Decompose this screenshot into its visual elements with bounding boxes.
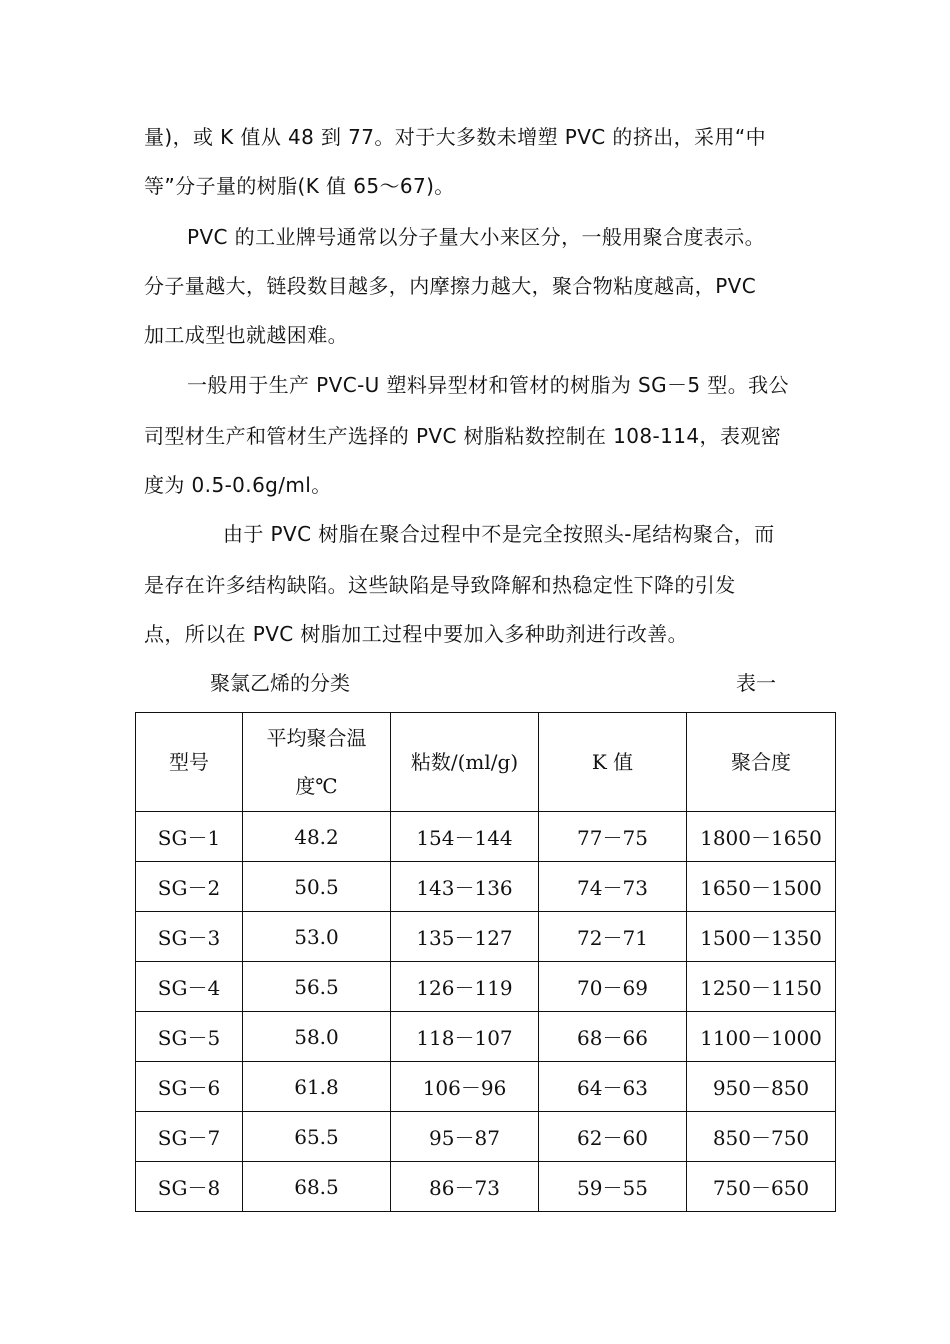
table-row (136, 1162, 836, 1212)
cell-model: SG－1 (136, 812, 243, 862)
cell-temperature: 53.0 (243, 912, 391, 962)
paragraph-line: 量)，或 K 值从 48 到 77。对于大多数未增塑 PVC 的挤出，采用“中 (144, 125, 766, 149)
table-row (136, 1062, 836, 1112)
cell-viscosity-number: 118－107 (391, 1012, 539, 1062)
header-k-value: K 值 (539, 713, 687, 812)
paragraph-line: 司型材生产和管材生产选择的 PVC 树脂粘数控制在 108-114，表观密 (144, 424, 782, 448)
cell-polymerization-degree: 1800－1650 (687, 812, 836, 862)
cell-viscosity-number: 86－73 (391, 1162, 539, 1212)
paragraph-line: 一般用于生产 PVC-U 塑料异型材和管材的树脂为 SG－5 型。我公 (187, 373, 789, 397)
table-row (136, 862, 836, 912)
paragraph-line: 是存在许多结构缺陷。这些缺陷是导致降解和热稳定性下降的引发 (144, 573, 736, 597)
cell-k-value: 72－71 (539, 912, 687, 962)
cell-model: SG－3 (136, 912, 243, 962)
cell-polymerization-degree: 1650－1500 (687, 862, 836, 912)
cell-temperature: 68.5 (243, 1162, 391, 1212)
table-row (136, 1112, 836, 1162)
cell-model: SG－2 (136, 862, 243, 912)
cell-viscosity-number: 106－96 (391, 1062, 539, 1112)
cell-polymerization-degree: 1500－1350 (687, 912, 836, 962)
table-header-row (136, 713, 836, 812)
header-viscosity-number: 粘数/(ml/g) (391, 713, 539, 812)
table-row (136, 812, 836, 862)
header-polymerization-degree: 聚合度 (687, 713, 836, 812)
cell-temperature: 50.5 (243, 862, 391, 912)
cell-viscosity-number: 154－144 (391, 812, 539, 862)
cell-k-value: 74－73 (539, 862, 687, 912)
paragraph-line: 由于 PVC 树脂在聚合过程中不是完全按照头-尾结构聚合，而 (223, 522, 775, 546)
cell-temperature: 48.2 (243, 812, 391, 862)
cell-temperature: 56.5 (243, 962, 391, 1012)
cell-model: SG－8 (136, 1162, 243, 1212)
table-caption: 聚氯乙烯的分类 (210, 671, 350, 695)
cell-polymerization-degree: 1250－1150 (687, 962, 836, 1012)
cell-model: SG－4 (136, 962, 243, 1012)
table-label: 表一 (736, 671, 776, 695)
cell-viscosity-number: 126－119 (391, 962, 539, 1012)
cell-model: SG－7 (136, 1112, 243, 1162)
cell-temperature: 58.0 (243, 1012, 391, 1062)
paragraph-line: 加工成型也就越困难。 (144, 323, 348, 347)
paragraph-line: 等”分子量的树脂(K 值 65～67)。 (144, 174, 455, 198)
cell-viscosity-number: 135－127 (391, 912, 539, 962)
table-row (136, 1012, 836, 1062)
cell-polymerization-degree: 1100－1000 (687, 1012, 836, 1062)
cell-k-value: 77－75 (539, 812, 687, 862)
cell-viscosity-number: 143－136 (391, 862, 539, 912)
cell-polymerization-degree: 750－650 (687, 1162, 836, 1212)
header-model: 型号 (136, 713, 243, 812)
table-row (136, 962, 836, 1012)
cell-k-value: 64－63 (539, 1062, 687, 1112)
cell-k-value: 59－55 (539, 1162, 687, 1212)
cell-temperature: 61.8 (243, 1062, 391, 1112)
cell-k-value: 68－66 (539, 1012, 687, 1062)
cell-polymerization-degree: 850－750 (687, 1112, 836, 1162)
table-row (136, 912, 836, 962)
paragraph-line: PVC 的工业牌号通常以分子量大小来区分，一般用聚合度表示。 (187, 225, 766, 249)
header-temperature: 平均聚合温度℃ (243, 713, 391, 812)
cell-k-value: 70－69 (539, 962, 687, 1012)
cell-viscosity-number: 95－87 (391, 1112, 539, 1162)
cell-k-value: 62－60 (539, 1112, 687, 1162)
paragraph-line: 度为 0.5-0.6g/ml。 (144, 473, 332, 497)
pvc-classification-table (135, 712, 836, 1212)
cell-polymerization-degree: 950－850 (687, 1062, 836, 1112)
paragraph-line: 点，所以在 PVC 树脂加工过程中要加入多种助剂进行改善。 (144, 622, 689, 646)
cell-temperature: 65.5 (243, 1112, 391, 1162)
paragraph-line: 分子量越大，链段数目越多，内摩擦力越大，聚合物粘度越高，PVC (144, 274, 757, 298)
cell-model: SG－6 (136, 1062, 243, 1112)
cell-model: SG－5 (136, 1012, 243, 1062)
